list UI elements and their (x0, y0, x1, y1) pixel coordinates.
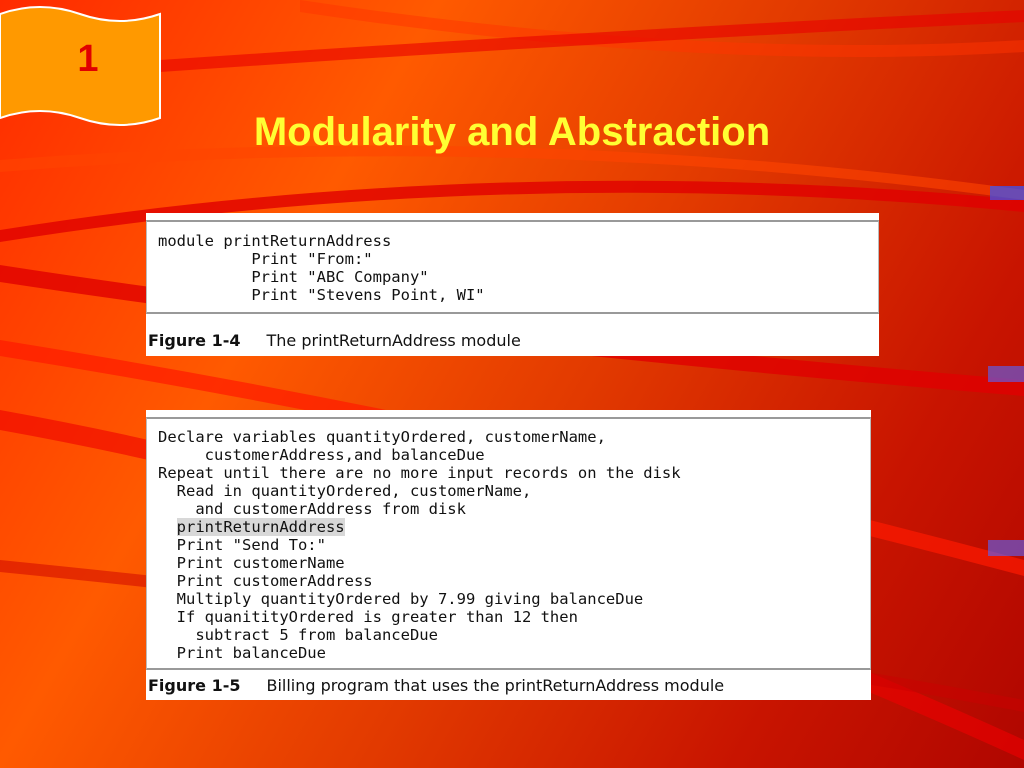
figure-1-5 (146, 410, 871, 700)
code-line: If quanitityOrdered is greater than 12 then (158, 608, 578, 626)
code-line: and customerAddress from disk (158, 500, 466, 518)
code-line: Print "Stevens Point, WI" (158, 286, 485, 304)
figure-1-4 (146, 213, 879, 356)
code-block (147, 419, 870, 662)
code-line: Print "ABC Company" (158, 268, 429, 286)
code-line: Print customerAddress (158, 572, 373, 590)
slide-title: Modularity and Abstraction (253, 110, 771, 154)
figure-caption (148, 676, 724, 695)
code-line: subtract 5 from balanceDue (158, 626, 438, 644)
figure-caption (148, 331, 521, 350)
code-line: Read in quantityOrdered, customerName, (158, 482, 532, 500)
code-line: module printReturnAddress (158, 232, 392, 250)
code-line: Declare variables quantityOrdered, customerName, (158, 428, 606, 446)
caption-label: Figure 1-4 (148, 331, 241, 350)
code-line: Print customerName (158, 554, 345, 572)
slide-number: 1 (77, 38, 99, 80)
caption-label: Figure 1-5 (148, 676, 241, 695)
code-line: Print "From:" (158, 250, 373, 268)
code-line: Multiply quantityOrdered by 7.99 giving balanceDue (158, 590, 644, 608)
code-line: Print "Send To:" (158, 536, 326, 554)
code-line: Repeat until there are no more input records on the disk (158, 464, 681, 482)
code-block (147, 222, 878, 304)
code-box (146, 417, 871, 670)
code-line: Print balanceDue (158, 644, 326, 662)
code-line: customerAddress,and balanceDue (158, 446, 485, 464)
code-box (146, 220, 879, 314)
code-line-highlighted (158, 518, 870, 536)
caption-text: The printReturnAddress module (266, 331, 521, 350)
caption-text: Billing program that uses the printReturnAddress module (266, 676, 725, 695)
highlighted-call: printReturnAddress (176, 518, 345, 536)
